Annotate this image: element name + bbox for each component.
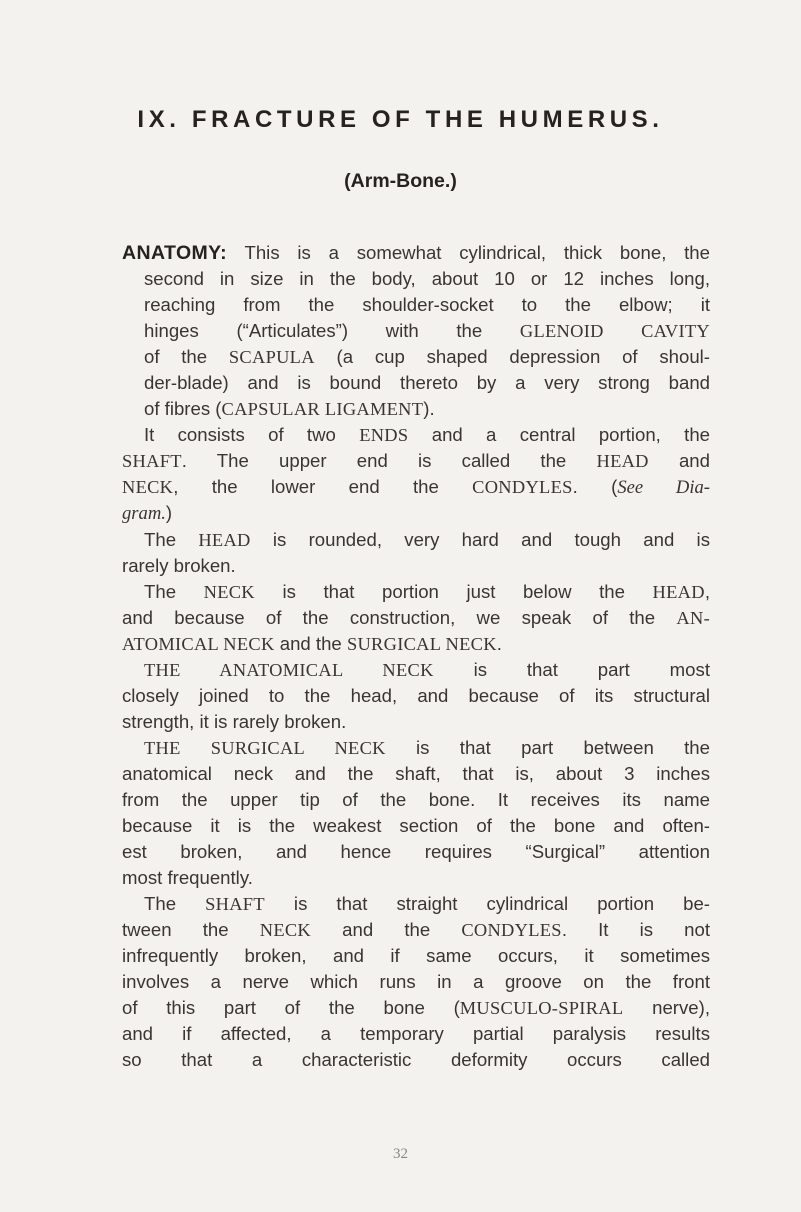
text-line: of fibres (CAPSULAR LIGAMENT). — [144, 398, 435, 420]
term-glenoid-cavity: GLENOID CAVITY — [519, 321, 710, 342]
term-head: HEAD — [596, 451, 649, 472]
text-line: closely joined to the head, and because of its structural — [122, 684, 710, 706]
term-neck: NECK — [122, 477, 174, 498]
text-line: THE SURGICAL NECK is that part between the — [144, 736, 710, 758]
text-line: from the upper tip of the bone. It receives its name — [122, 788, 710, 810]
text-line: so that a characteristic deformity occurs called — [122, 1049, 710, 1071]
text-line: of the SCAPULA (a cup shaped depression of shoul- — [144, 346, 711, 368]
text-line: The HEAD is rounded, very hard and tough and is — [144, 528, 710, 550]
text-line: der-blade) and is bound thereto by a very strong band — [144, 372, 710, 394]
text-line: THE ANATOMICAL NECK is that part most — [144, 658, 710, 680]
term-condyles: CONDYLES — [472, 477, 573, 498]
text-line: strength, it is rarely broken. — [122, 710, 347, 732]
anatomy-section — [122, 240, 711, 1074]
text-line: most frequently. — [122, 867, 253, 889]
text-line: involves a nerve which runs in a groove on the front — [122, 971, 710, 993]
text-line: SHAFT. The upper end is called the HEAD and — [122, 450, 710, 472]
text-line: The NECK is that portion just below the HEAD, — [144, 580, 710, 602]
text-line: ANATOMY: This is a somewhat cylindrical, thick bone, the — [122, 242, 710, 264]
term-ends: ENDS — [359, 425, 409, 446]
text-line: est broken, and hence requires “Surgical” attention — [122, 841, 710, 863]
term-surgical-neck: SURGICAL NECK — [346, 633, 497, 654]
text-line: tween the NECK and the CONDYLES. It is not — [122, 919, 711, 941]
chapter-title: IX. FRACTURE OF THE HUMERUS. — [137, 106, 664, 133]
page-number: 32 — [393, 1146, 408, 1162]
term-musculo-spiral: MUSCULO-SPIRAL — [459, 998, 624, 1019]
text-line: infrequently broken, and if same occurs, it sometimes — [122, 945, 710, 967]
text-line: because it is the weakest section of the bone and often- — [122, 815, 710, 837]
text-line: reaching from the shoulder-socket to the elbow; it — [144, 294, 710, 316]
text-line: NECK, the lower end the CONDYLES. (See Dia- — [122, 476, 710, 499]
text-line: gram.) — [122, 502, 173, 525]
text-line: anatomical neck and the shaft, that is, about 3 inches — [122, 762, 710, 784]
text-line: rarely broken. — [122, 554, 236, 576]
anatomy-heading: ANATOMY: — [122, 242, 228, 264]
text-line: second in size in the body, about 10 or 12 inches long, — [144, 268, 710, 290]
term-capsular-ligament: CAPSULAR LIGAMENT — [221, 399, 424, 420]
chapter-subtitle: (Arm-Bone.) — [344, 170, 457, 192]
text-line: hinges (“Articulates”) with the GLENOID CAVITY — [144, 320, 710, 342]
see-diagram-ref: See Dia- — [617, 477, 710, 499]
text-line: ATOMICAL NECK and the SURGICAL NECK. — [122, 632, 502, 654]
text-line: and if affected, a temporary partial paralysis results — [122, 1023, 710, 1045]
term-anatomical-neck: ATOMICAL NECK — [122, 633, 275, 654]
term-scapula: SCAPULA — [228, 347, 315, 368]
text-line: of this part of the bone (MUSCULO-SPIRAL nerve), — [122, 997, 710, 1019]
text-line: The SHAFT is that straight cylindrical portion be- — [144, 893, 710, 915]
term-shaft: SHAFT — [122, 451, 182, 472]
text-line: It consists of two ENDS and a central portion, the — [144, 424, 711, 446]
text-line: and because of the construction, we speak of the AN- — [122, 606, 710, 628]
